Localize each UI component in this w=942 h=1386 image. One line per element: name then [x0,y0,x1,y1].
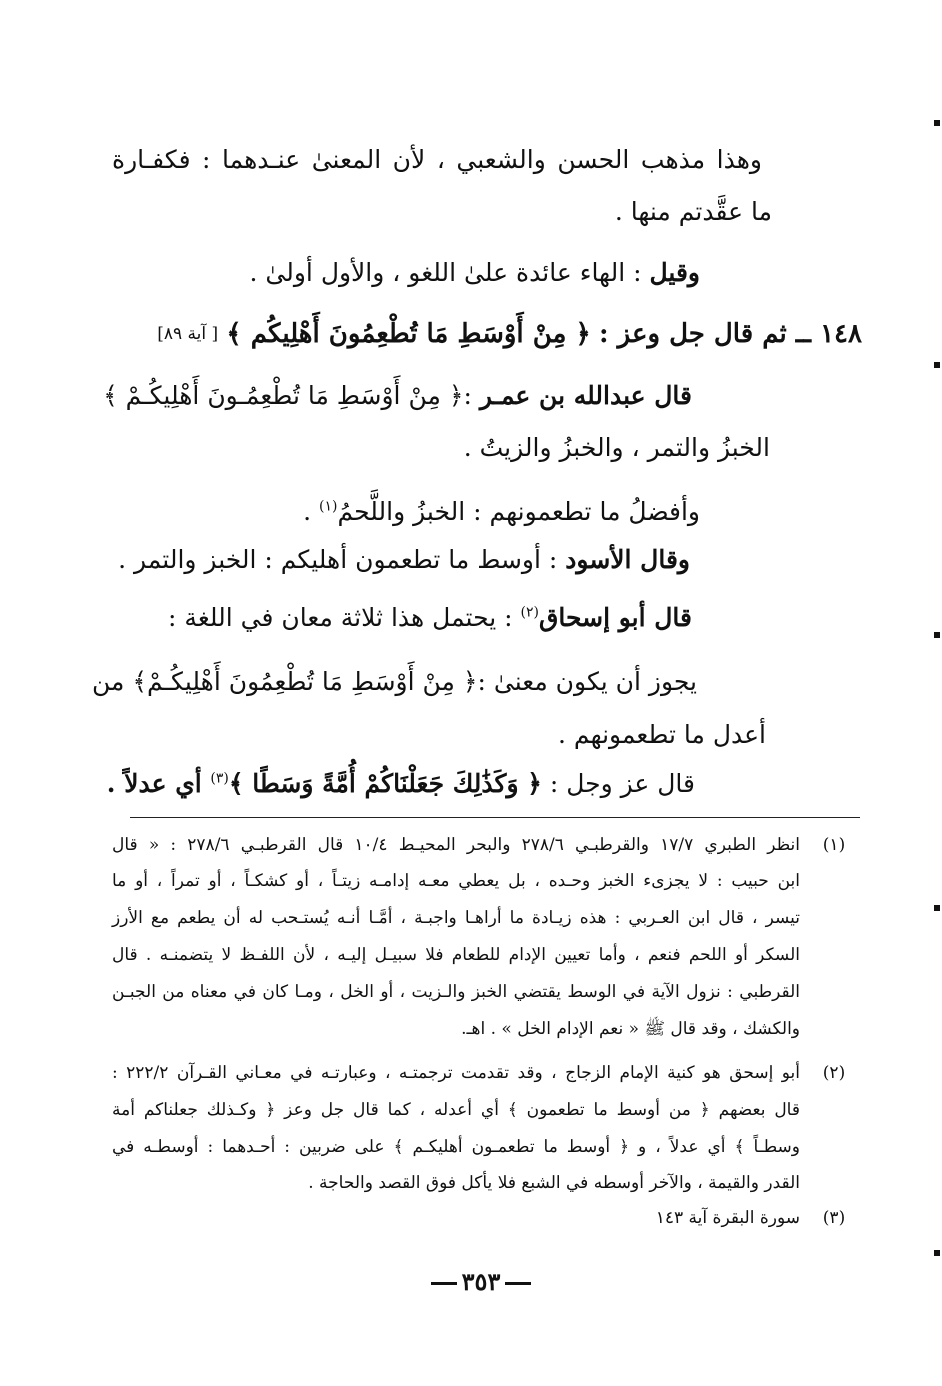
abu-ishaq-text: : يحتمل هذا ثلاثة معان في اللغة : [168,603,513,632]
yajuz-line: يجوز أن يكون معنىٰ :﴿ مِنْ أَوْسَطِ مَا تُطْعِمُونَ أَهْلِيكُـمْ﴾ من [92,667,697,696]
footnote-2-line-2: قال بعضهم ﴿ من أوسط ما تطعمون ﴾ أي أعدله ، كما قال جل وعز ﴿ وكـذلك جعلناكم أمة [112,1100,800,1120]
abu-ishaq-label: قال أبو إسحاق [538,603,692,632]
aswad-line [120,540,690,580]
abdullah-verse: :﴿ مِنْ أَوْسَطِ مَا تُطْعِمُـونَ أَهْلِيكُـمْ ﴾ [103,381,472,410]
qila-label: وقيل [649,258,700,287]
footnote-3-line-1: سورة البقرة آية ١٤٣ [655,1208,800,1228]
footnote-1-line-2: ابن حبيب : لا يجزىء الخبز وحـده ، بل يعطي معـه إدامـه زيتـاً ، أو كشكـاً ، أو تمراً ، أو ما [112,871,800,891]
abdullah-label: قال عبدالله بن عمـر [479,381,692,410]
footnote-1-line-3: تيسر ، قال ابن العـربي : هذه زيـادة ما أراهـا واجبـة ، أمَّـا أنـه يُستـحب له أن يطعم مع الأرز [112,908,800,928]
item-148-verse: ﴿ مِنْ أَوْسَطِ مَا تُطْعِمُونَ أَهْلِيكُم ﴾ [226,319,591,349]
footnote-2-line-1: أبو إسحق هو كنية الإمام الزجاج ، وقد تقدمت ترجمتـه ، وعبارتـه في معـاني القـرآن ٢٢٢/٢ : [112,1063,800,1083]
final-verse: ﴿ وَكَذَٰلِكَ جَعَلْنَاكُمْ أُمَّةً وَسَطًا ﴾ [228,769,542,798]
text-line-1: وهذا مذهب الحسن والشعبي ، لأن المعنىٰ عنـدهما : فكفـارة [112,145,762,174]
scan-edge-mark [934,905,940,911]
bread-line: الخبزُ والتمر ، والخبزُ والزيتُ . [463,433,770,462]
abu-ishaq-line [140,598,692,638]
footnote-2-line-3: وسطـاً ﴾ أي عدلاً ، و ﴿ أوسط ما تطعمـون أهليكـم ﴾ على ضربين : أحـدهما : أوسطـه في [112,1137,800,1157]
footnote-ref-1[interactable]: (١) [319,498,338,515]
abdullah-line [103,376,692,416]
footnote-1-line-6: والكشك ، وقد قال ﷺ « نعم الإدام الخل » . اهـ. [461,1019,800,1039]
footnote-ref-3[interactable]: (٣) [210,770,229,787]
text-line-2: ما عقَّدتم منها . [614,197,772,226]
footnote-1-line-1: انظر الطبري ١٧/٧ والقرطبـي ٢٧٨/٦ والبحر المحيـط ١٠/٤ قال القرطبـي ٢٧٨/٦ : « قال [112,835,800,855]
afdal-end: . [303,497,320,526]
footnote-1-line-4: السكر أو اللحم فنعم ، وأما تعيين الإدام للطعام فلا سبيـل إليـه ، لأن اللفـظ لا يتضمنـه . قال [112,945,800,965]
qila-text: : الهاء عائدة علىٰ اللغو ، والأول أولىٰ . [249,258,642,287]
final-line [106,764,695,804]
footnote-number-1: (١) [822,835,846,855]
scan-edge-mark [934,362,940,368]
aswad-text: : أوسط ما تطعمون أهليكم : الخبز والتمر . [118,545,558,574]
afdal-text: وأفضلُ ما تطعمونهم : الخبزُ واللَّحمُ [337,497,700,526]
scan-edge-mark [934,632,940,638]
adal-line: أعدل ما تطعمونهم . [558,720,766,749]
scan-edge-mark [934,120,940,126]
footnote-1-line-5: القرطبي : نزول الآية في الوسط يقتضي الخبز والـزيت ، أو الخل ، ومـا كان في معناه من الجبـن [112,982,800,1002]
footnote-number-3: (٣) [822,1208,846,1228]
item-148-prefix: ١٤٨ ــ ثم قال جل وعز : [598,319,862,349]
footnote-2-line-4: القدر والقيمة ، والآخر أوسطه في الشبع فلا يأكل فوق القصد والحاجة . [308,1173,800,1193]
qila-line [230,253,700,293]
footnote-number-2: (٢) [822,1063,846,1083]
page-number: ٣٥٣ [421,1266,541,1298]
final-prefix: قال عز وجل : [549,769,695,798]
aswad-label: وقال الأسود [565,545,690,574]
footnote-ref-2[interactable]: (٢) [520,604,539,621]
footnote-separator [130,817,860,818]
final-end: أي عدلاً . [106,769,211,798]
ayah-reference: [ آية ٨٩] [157,324,219,344]
scan-edge-mark [934,1250,940,1256]
afdal-line [300,492,700,532]
item-148-line [112,314,862,354]
